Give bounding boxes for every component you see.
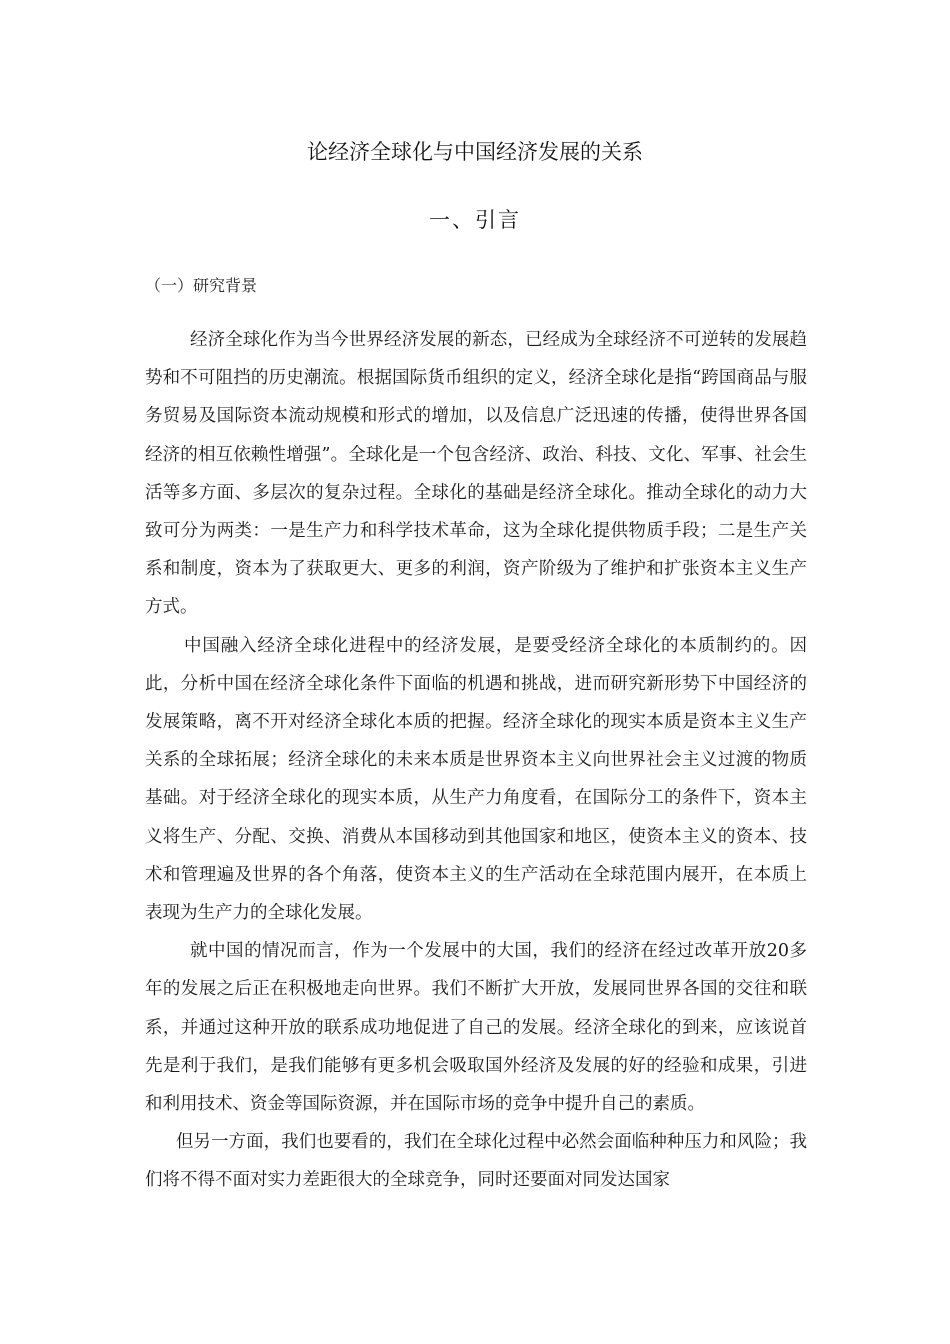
document-title: 论经济全球化与中国经济发展的关系 — [307, 140, 643, 164]
subsection-heading-research-background: （一）研究背景 — [145, 276, 258, 295]
paragraph-4: 但另一方面，我们也要看的，我们在全球化过程中必然会面临种种压力和风险；我们将不得不面对实力差距很大的全球竞争，同时还要面对同发达国家 — [145, 1132, 807, 1191]
paragraph-2: 中国融入经济全球化进程中的经济发展，是要受经济全球化的本质制约的。因此，分析中国在经济全球化条件下面临的机遇和挑战，进而研究新形势下中国经济的发展策略，离不开对经济全球化本质的把握。经济全球化的现实本质是资本主义生产关系的全球拓展；经济全球化的未来本质是世界资本主义向世界社会主义过渡的物质基础。对于经济全球化的现实本质，从生产力角度看，在国际分工的条件下，资本主义将生产、分配、交换、消费从本国移动到其他国家和地区，使资本主义的资本、技术和管理遍及世界的各个角落，使资本主义的生产活动在全球范围内展开，在本质上表现为生产力的全球化发展。 — [145, 635, 807, 924]
paragraph-1: 经济全球化作为当今世界经济发展的新态，已经成为全球经济不可逆转的发展趋势和不可阻挡的历史潮流。根据国际货币组织的定义，经济全球化是指“跨国商品与服务贸易及国际资本流动规模和形式的增加，以及信息广泛迅速的传播，使得世界各国经济的相互依赖性增强”。全球化是一个包含经济、政治、科技、文化、军事、社会生活等多方面、多层次的复杂过程。全球化的基础是经济全球化。推动全球化的动力大致可分为两类：一是生产力和科学技术革命，这为全球化提供物质手段；二是生产关系和制度，资本为了获取更大、更多的利润，资产阶级为了维护和扩张资本主义生产方式。 — [145, 330, 807, 618]
paragraph-3: 就中国的情况而言，作为一个发展中的大国，我们的经济在经过改革开放20多年的发展之后正在积极地走向世界。我们不断扩大开放，发展同世界各国的交往和联系，并通过这种开放的联系成功地促进了自己的发展。经济全球化的到来，应该说首先是利于我们，是我们能够有更多机会吸取国外经济及发展的好的经验和成果，引进和利用技术、资金等国际资源，并在国际市场的竞争中提升自己的素质。 — [145, 941, 807, 1115]
section-heading-introduction: 一、引言 — [429, 208, 521, 232]
body-text — [145, 321, 807, 1200]
